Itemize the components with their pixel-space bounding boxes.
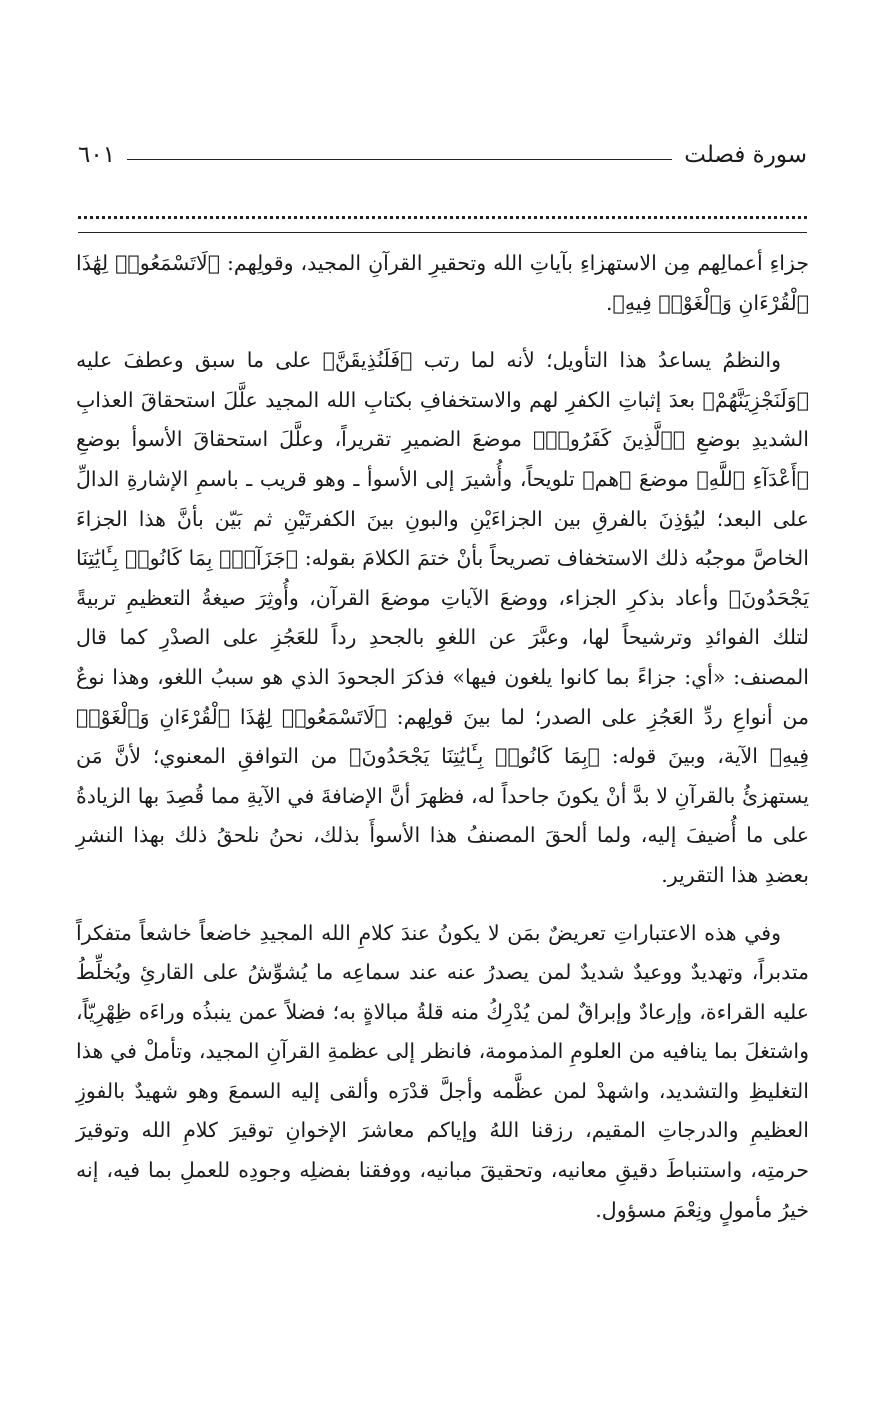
page-number: ٦٠١ (78, 142, 116, 168)
paragraph-2: والنظمُ يساعدُ هذا التأويل؛ لأنه لما رتب ﴿فَلَنُذِيقَنَّ﴾ على ما سبق وعطفَ عليه ﴿وَلَنَجْزِيَنَّهُمْ﴾ بعدَ إثباتِ الكفرِ لهم والاستخفافِ بكتابِ الله المجيد علَّلَ استحقاقَ العذابِ الشديدِ بوضعِ ﴿ٱلَّذِينَ كَفَرُوا۟﴾ موضعَ الضميرِ تقريراً، وعلَّلَ استحقاقَ الأسوأ بوضعِ ﴿أَعْدَآءِ ٱللَّهِ﴾ موضعَ ﴿هم﴾ تلويحاً، وأُشيرَ إلى الأسوأ ـ وهو قريب ـ باسمِ الإشارةِ الدالِّ على البعد؛ ليُؤذِنَ بالفرقِ بين الجزاءَيْنِ والبونِ بينَ الكفرتَيْنِ ثم بَيّن بأنَّ هذا الجزاءَ الخاصَّ موجبُه ذلك الاستخفاف تصريحاً بأنْ ختمَ الكلامَ بقوله: ﴿جَزَآءًۢ بِمَا كَانُوا۟ بِـَٔايَٰتِنَا يَجْحَدُونَ﴾ وأعاد بذكرِ الجزاء، ووضعَ الآياتِ موضعَ القرآن، وأُوثِرَ صيغةُ التعظيمِ تربيةً لتلك الفوائدِ وترشيحاً لها، وعبَّرَ عن اللغوِ بالجحدِ رداً للعَجُزِ على الصدْرِ كما قال المصنف: «أي: جزاءً بما كانوا يلغون فيها» فذكرَ الجحودَ الذي هو سببُ اللغو، وهذا نوعٌ من أنواعِ ردِّ العَجُزِ على الصدر؛ لما بينَ قولِهم: ﴿لَاتَسْمَعُوا۟ لِهَٰذَا ٱلْقُرْءَانِ وَٱلْغَوْا۟ فِيهِ﴾ الآية، وبينَ قوله: ﴿بِمَا كَانُوا۟ بِـَٔايَٰتِنَا يَجْحَدُونَ﴾ من التوافقِ المعنوي؛ لأنَّ مَن يستهزئُ بالقرآنِ لا بدَّ أنْ يكونَ جاحداً له، فظهرَ أنَّ الإضافةَ في الآيةِ مما قُصِدَ بها الزيادةُ على ما أُضيفَ إليه، ولما ألحقَ المصنفُ هذا الأسوأَ بذلك، نحنُ نلحقُ ذلك بهذا النشرِ بعضدِ هذا التقرير. (76, 348, 809, 887)
body-text (76, 244, 809, 1230)
running-header (78, 132, 807, 172)
paragraph-3: وفي هذه الاعتباراتِ تعريضٌ بمَن لا يكونُ عندَ كلامِ الله المجيدِ خاضعاً خاشعاً متفكراً متدبراً، وتهديدٌ ووعيدٌ شديدٌ لمن يصدرُ عنه عند سماعِه ما يُشوِّشُ على القارئِ ويُخلِّطُ عليه القراءة، وإرعادٌ وإبراقٌ لمن يُدْرِكُ منه قلةُ مبالاةٍ به؛ فضلاً عمن ينبذُه وراءَه ظِهْرِيّاً، واشتغلَ بما ينافيه من العلومِ المذمومة، فانظر إلى عظمةِ القرآنِ المجيد، وتأملْ في هذا التغليظِ والتشديد، واشهدْ لمن عظَّمه وأجلَّ قدْرَه وألقى إليه السمعَ وهو شهيدٌ بالفوزِ العظيمِ والدرجاتِ المقيم، رزقنا اللهُ وإياكم معاشرَ الإخوانِ توقيرَ كلامِ الله وتوقيرَ حرمتِه، واستنباطَ دقيقِ معانيه، وتحقيقَ مبانيه، ووفقنا بفضلِه وجودِه للعملِ بما فيه، إنه خيرُ مأمولٍ ونِعْمَ مسؤول. (76, 920, 809, 1222)
surah-title: سورة فصلت (684, 142, 807, 168)
body-top-rule (78, 232, 807, 233)
header-rule (127, 159, 672, 160)
paragraph-1: جزاءِ أعمالِهم مِن الاستهزاءِ بآياتِ الله وتحقيرِ القرآنِ المجيد، وقولِهم: ﴿لَاتَسْمَعُوا۟ لِهَٰذَا ٱلْقُرْءَانِ وَٱلْغَوْا۟ فِيهِ﴾. (76, 251, 809, 315)
dotted-separator (78, 196, 807, 219)
